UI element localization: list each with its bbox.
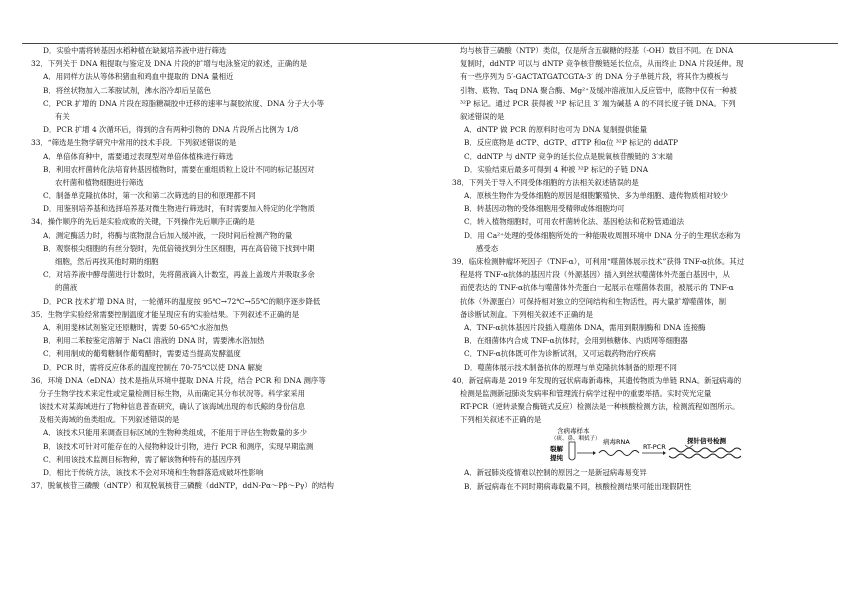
text-line: 感受态: [476, 243, 499, 253]
option-line: D．实验中需将转基因水稻种植在缺氮培养液中进行筛选: [43, 46, 227, 55]
option-line: B．该技术可针对可能存在的入侵物种设计引物，进行 PCR 和测序，实现早期监测: [43, 441, 314, 451]
option-line: D．噬菌体展示技术制备抗体的原理与单克隆抗体制备的原理不同: [464, 362, 677, 372]
option-line: B．将丝状物加入二苯胺试剂，沸水浴冷却后呈蓝色: [43, 85, 212, 95]
text-line: 引物、底物、Taq DNA 聚合酶、Mg²⁺及缓冲溶液加入反应管中，底物中仅有一种被: [460, 85, 737, 95]
right-column-text: [452, 44, 844, 426]
option-line: D．实验结束后最多可得到 4 种被 ³²P 标记的子链 DNA: [464, 164, 649, 174]
question-line: 37．脱氧核苷三磷酸（dNTP）和双脱氧核苷三磷酸（ddNTP，ddN-Pα～Pβ～Pγ）的结构: [31, 481, 334, 491]
figure-label-detect: 探针信号检测: [687, 437, 726, 446]
option-line: D．用 Ca²⁺处理的受体细胞所处的一种能吸收周围环境中 DNA 分子的生理状态称为: [464, 230, 741, 240]
text-line: 农杆菌和植物细胞进行筛选: [55, 177, 144, 187]
question-line: 40．新冠病毒是 2019 年发现的冠状病毒新毒株，其遗传物质为单链 RNA。新冠病毒的: [452, 375, 742, 385]
question-line: 38．下列关于导入不同受体细胞的方法相关叙述错误的是: [452, 177, 639, 187]
figure-label-lyse: 裂解: [550, 445, 563, 454]
option-line: B．反应底物是 dCTP、dGTP、dTTP 和α位 ³²P 标记的 ddATP: [464, 138, 678, 148]
cdna-strand-1: [669, 448, 741, 452]
text-line: 复制时，ddNTP 可以与 dNTP 竞争核苷酸链延长位点，从而终止 DNA 片段延伸。现: [460, 59, 744, 69]
figure-label-rtpcr: RT-PCR: [643, 443, 666, 452]
right-column-after-figure: [452, 466, 844, 492]
question-line: 35．生物学实验经常需要控制温度才能呈现应有的实验结果。下列叙述不正确的是: [31, 309, 300, 319]
rt-pcr-flow-figure: [547, 426, 767, 466]
cdna-strand-2: [669, 454, 741, 458]
option-line: A．该技术只能用来调查目标区域的生物种类组成，不能用于评估生物数量的多少: [43, 428, 308, 438]
arrow-head-1: [593, 451, 596, 455]
question-line: 36．环境 DNA（eDNA）技术是指从环境中提取 DNA 片段，结合 PCR 和 DNA 测序等: [31, 375, 326, 385]
text-line: 检测是监测新冠肺炎发病率和管理流行病学过程中的重要举措。实时荧光定量: [460, 388, 712, 398]
text-line: 有关: [55, 111, 70, 121]
flow-diagram: [547, 426, 767, 466]
question-line: 33．“筛选是生物学研究中常用的技术手段．下列叙述错误的是: [31, 138, 237, 148]
text-line: 有一些序列为 5′-GACTATGATCGTA-3′ 的 DNA 分子单链片段，将其作为模板与: [460, 72, 729, 82]
text-line: 该技术对某海域进行了物种信息普查研究，确认了该海域出现的布氏鲸的身份信息: [39, 402, 306, 412]
option-line: B．转基因动物的受体细胞用受精卵或体细胞均可: [464, 204, 625, 214]
option-line: A．利用斐林试剂鉴定还原糖时，需要 50-65℃水浴加热: [43, 322, 229, 332]
left-column: [31, 44, 421, 492]
option-line: B．观察根尖细胞的有丝分裂时，先低倍镜找到分生区细胞，再在高倍镜下找到中期: [43, 243, 315, 253]
option-line: D．PCR 时，需将反应体系的温度控制在 70-75℃以使 DNA 解旋: [43, 362, 263, 372]
option-line: A．单倍体育种中，需要通过表现型对单倍体植株进行筛选: [43, 151, 234, 161]
option-line: A．TNF-α抗体基因片段插入噬菌体 DNA，需用到限制酶和 DNA 连接酶: [464, 322, 706, 332]
rna-wave: [599, 451, 639, 456]
figure-label-extract: 提纯: [550, 454, 563, 463]
text-line: 备诊断试剂盒。下列相关叙述不正确的是: [460, 309, 594, 319]
option-line: D．PCR 扩增 4 次循环后，得到的含有两种引物的 DNA 片段所占比例为 1/8: [43, 125, 299, 135]
option-line: D．用鉴别培养基和选择培养基对微生物进行筛选时，有时需要加入特定的化学物质: [43, 204, 315, 214]
option-line: C．ddNTP 与 dNTP 竞争的延长位点是脱氧核苷酸链的 3′末端: [464, 151, 673, 161]
text-line: 下列相关叙述不正确的是: [460, 415, 542, 425]
option-line: C．利用该技术监测目标物种，需了解该物种特有的基因序列: [43, 454, 241, 464]
figure-label-sample: 含病毒样本: [557, 427, 590, 436]
text-line: 分子生物学技术来定性或定量检测目标生物，从而确定其分布状况等。科学家采用: [39, 388, 306, 398]
text-line: 程是将 TNF-α抗体的基因片段（外源基因）插入到丝状噬菌体外壳蛋白基因中，从: [460, 270, 730, 280]
text-line: 及相关海域的鱼类组成。下列叙述错误的是: [39, 415, 180, 425]
arrow-head-2: [663, 451, 666, 455]
option-line: B．在细菌体内合成 TNF-α抗体时，会用到核糖体、内质网等细胞器: [464, 336, 688, 346]
option-line: D．PCR 技术扩增 DNA 时，一轮循环的温度按 95℃→72℃→55℃的顺序逐步降低: [43, 296, 321, 306]
option-line: B．新冠病毒在不同时期病毒载量不同，核酸检测结果可能出现假阴性: [464, 481, 692, 491]
test-tube-icon: [569, 442, 575, 460]
option-line: A．测定酶活力时，将酶与底物混合后加入缓冲液，一段时间后检测产物的量: [43, 230, 293, 240]
text-line: 均与核苷三磷酸（NTP）类似，仅是所含五碳糖的羟基（-OH）数目不同。在 DNA: [460, 46, 734, 55]
option-line: C．TNF-α抗体既可作为诊断试剂，又可运载药物治疗疾病: [464, 349, 656, 359]
question-line: 32．下列关于 DNA 粗提取与鉴定及 DNA 片段的扩增与电泳鉴定的叙述，正确的是: [31, 59, 307, 69]
option-line: C．转入植物细胞时，可用农杆菌转化法、基因枪法和花粉管通道法: [464, 217, 684, 227]
text-line: 而使表达的 TNF-α抗体与噬菌体外壳蛋白一起展示在噬菌体表面，被展示的 TNF-α: [460, 283, 734, 293]
right-column: [452, 44, 844, 493]
question-line: 34．操作顺序的先后是实验成败的关键，下列操作先后顺序正确的是: [31, 217, 255, 227]
text-line: 叙述错误的是: [460, 111, 505, 121]
option-line: A．用同样方法从等体积猪血和鸡血中提取的 DNA 量相近: [43, 72, 234, 82]
option-line: C．对培养液中酵母菌进行计数时，先将菌液滴入计数室，再盖上盖玻片并吸取多余: [43, 270, 315, 280]
option-line: B．利用二苯胺鉴定溶解于 NaCl 溶液的 DNA 时，需要沸水浴加热: [43, 336, 265, 346]
text-line: 的菌液: [55, 283, 78, 293]
option-line: A．dNTP 做 PCR 的原料时也可为 DNA 复制提供能量: [464, 125, 647, 135]
figure-label-sample-sub: （痰、鼻、咽拭子）: [551, 436, 601, 443]
option-line: A．新冠肺炎疫情难以控制的原因之一是新冠病毒易变异: [464, 468, 647, 478]
option-line: C．PCR 扩增的 DNA 片段在琼脂糖凝胶中迁移的速率与凝胶浓度、DNA 分子大小等: [43, 98, 325, 108]
text-line: RT-PCR（逆转录聚合酶链式反应）检测法是一种核酸检测方法，检测流程如图所示。: [460, 402, 740, 412]
text-line: 抗体（外源蛋白）可保持相对独立的空间结构和生物活性，再大量扩增噬菌体，制: [460, 296, 727, 306]
text-line: ³²P 标记。通过 PCR 获得被 ³²P 标记且 3′ 端为碱基 A 的不同长度子链 DNA。下列: [460, 98, 736, 108]
option-line: C．制备单克隆抗体时，第一次和第二次筛选的目的和原理都不同: [43, 191, 256, 201]
text-line: 细胞，然后再找其他时期的细胞: [55, 257, 159, 266]
option-line: A．原核生物作为受体细胞的原因是细胞繁殖快、多为单细胞、遗传物质相对较少: [464, 191, 729, 201]
option-line: C．利用制成的葡萄糖制作葡萄醋时，需要适当提高发酵温度: [43, 349, 241, 359]
option-line: B．利用农杆菌转化法培育转基因植物时，需要在重组质粒上设计不同的标记基因对: [43, 164, 315, 174]
question-line: 39．临床检测肿瘤坏死因子（TNF-α），可利用“噬菌体展示技术”获得 TNF-α抗体。其过: [452, 257, 745, 266]
option-line: D．相比于传统方法，该技术不会对环境和生物群落造成破坏性影响: [43, 468, 264, 477]
figure-label-rna: 病毒RNA: [603, 438, 630, 447]
